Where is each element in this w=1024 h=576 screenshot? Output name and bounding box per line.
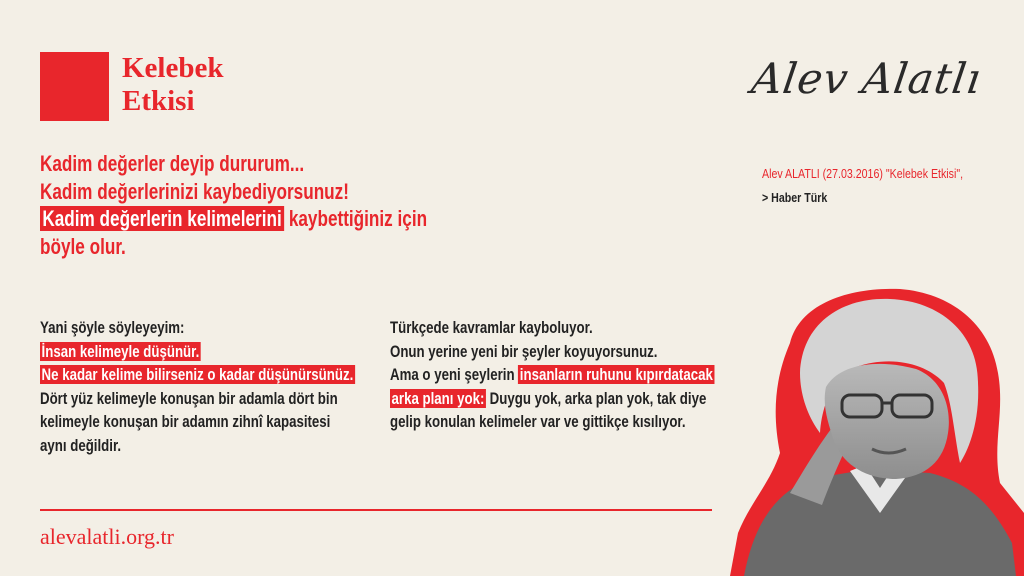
main-quote: [40, 150, 427, 260]
right-line-1: Türkçede kavramlar kayboluyor.: [390, 318, 593, 337]
left-column-text: [40, 316, 355, 458]
logo-line-2: Etkisi: [122, 85, 195, 117]
quote-line-3-rest: kaybettiğiniz için: [284, 206, 428, 231]
right-column-text: [390, 316, 714, 434]
quote-line-4: böyle olur.: [40, 233, 126, 259]
citation-outlet-link[interactable]: > Haber Türk: [762, 191, 828, 205]
quote-line-3: [40, 205, 427, 233]
right-highlight-1: insanların ruhunu kıpırdatacak: [519, 365, 713, 385]
logo-square: [40, 52, 109, 121]
right-line-3: [390, 363, 714, 387]
author-portrait: [730, 283, 1024, 576]
left-line-2: [40, 340, 355, 364]
logo-title: [122, 52, 224, 118]
left-highlight-1: İnsan kelimeyle düşünür.: [41, 341, 200, 361]
logo-line-1: Kelebek: [122, 52, 224, 84]
quote-highlight: Kadim değerlerin kelimelerini: [40, 206, 284, 231]
author-signature: Alev Alatlı: [748, 54, 985, 103]
right-line-4: [390, 387, 714, 411]
citation-text: Alev ALATLI (27.03.2016) "Kelebek Etkisi",: [762, 167, 964, 181]
right-line-2: Onun yerine yeni bir şeyler koyuyorsunuz.: [390, 341, 658, 361]
footer-divider: [40, 509, 712, 511]
left-line-6: aynı değildir.: [40, 435, 122, 455]
quote-line-2: Kadim değerlerinizi kaybediyorsunuz!: [40, 178, 349, 204]
left-line-4: Dört yüz kelimeyle konuşan bir adamla dört bin: [40, 388, 338, 408]
left-highlight-2: Ne kadar kelime bilirseniz o kadar düşünürsünüz.: [41, 365, 354, 385]
left-line-1: Yani şöyle söyleyeyim:: [40, 318, 185, 337]
left-line-5: kelimeyle konuşan bir adamın zihnî kapasitesi: [40, 412, 331, 432]
right-line-3-pre: Ama o yeni şeylerin: [390, 365, 519, 385]
website-link[interactable]: alevalatli.org.tr: [40, 524, 174, 549]
right-highlight-2: arka planı yok:: [391, 388, 485, 408]
left-line-3: [40, 363, 355, 387]
source-citation: [762, 162, 999, 210]
quote-line-1: Kadim değerler deyip dururum...: [40, 151, 305, 176]
right-line-4-rest: Duygu yok, arka plan yok, tak diye: [485, 388, 707, 408]
right-line-5: gelip konulan kelimeler var ve gittikçe kısılıyor.: [390, 412, 686, 432]
